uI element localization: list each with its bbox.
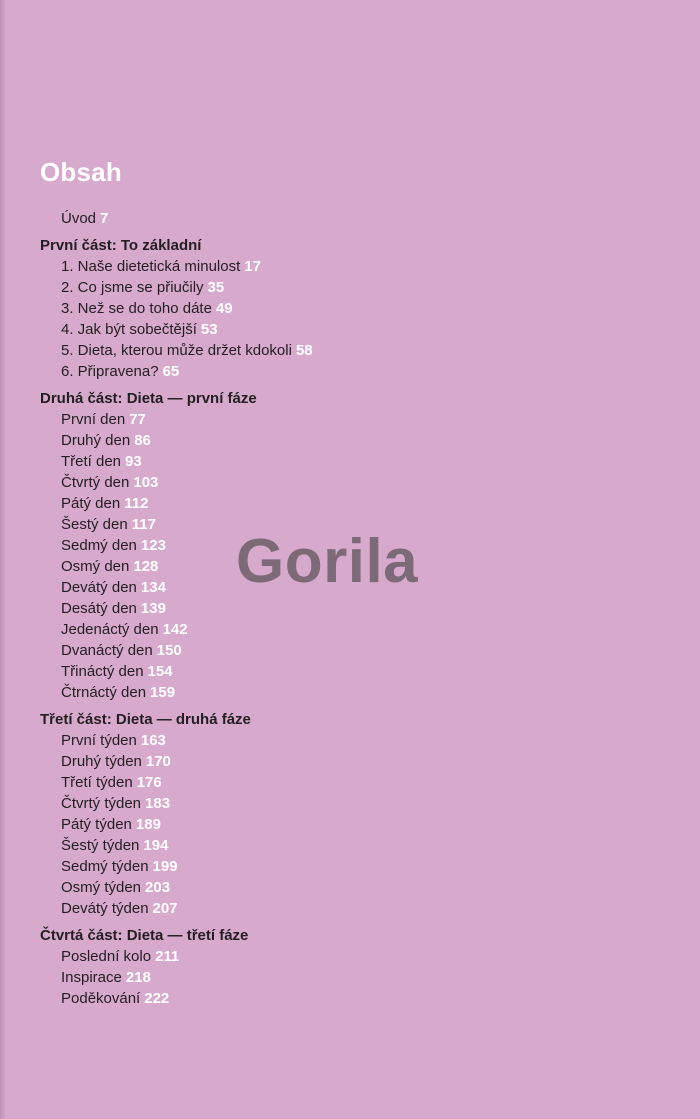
toc-entry (40, 256, 640, 277)
toc-entry (40, 493, 640, 514)
toc-entry (40, 793, 640, 814)
toc-entry-label: Třetí týden (61, 774, 133, 791)
toc-entry-page: 86 (134, 432, 151, 449)
toc-entry-page: 35 (207, 279, 225, 296)
toc-entry-label: Devátý den (61, 579, 137, 596)
toc-part (40, 235, 640, 382)
toc-entry-label: Inspirace (61, 969, 122, 986)
toc-entry (40, 856, 640, 877)
toc-entry (40, 814, 640, 835)
toc-entry-label: Dvanáctý den (61, 642, 153, 659)
toc-entry (40, 298, 640, 319)
toc-entry-label: Šestý týden (61, 837, 140, 854)
page-edge (0, 0, 6, 1119)
toc-entry-page: 211 (155, 948, 180, 965)
toc-entry-label: 3. Než se do toho dáte (61, 300, 212, 317)
toc-entry (40, 946, 640, 967)
toc-entry-page: 163 (140, 732, 166, 749)
toc-entry-page: 65 (162, 363, 180, 380)
toc-entry (40, 772, 640, 793)
toc-entry-label: 5. Dieta, kterou může držet kdokoli (61, 342, 292, 359)
toc-entry-label: Osmý týden (61, 879, 142, 896)
toc-entry-page: 17 (244, 258, 261, 275)
toc-entry-page: 222 (144, 990, 170, 1007)
toc-entry-label: Sedmý den (61, 537, 137, 554)
toc-entry (40, 751, 640, 772)
toc-entry-page: 142 (162, 621, 188, 638)
toc-entry-page: 194 (143, 837, 169, 854)
toc-entry (40, 598, 640, 619)
toc-entry (40, 361, 640, 382)
toc-entry-page: 7 (100, 210, 109, 227)
toc-entry (40, 451, 640, 472)
toc-entry-label: Úvod (61, 210, 97, 227)
toc-part (40, 925, 640, 1009)
toc-entry-page: 134 (140, 579, 166, 596)
toc-entry-label: 2. Co jsme se přiučily (61, 279, 204, 296)
toc-entry-label: Druhý den (61, 432, 131, 449)
toc-entry-label: První den (61, 411, 126, 428)
toc-entry-label: Devátý týden (61, 900, 149, 917)
toc-entry-page: 103 (133, 474, 159, 491)
toc-entry-page: 58 (295, 342, 313, 359)
toc-entry-label: Čtvrtý den (61, 474, 130, 491)
toc-entry (40, 898, 640, 919)
toc-entry-page: 150 (156, 642, 182, 659)
toc-entry-page: 77 (129, 411, 146, 428)
toc-entry-label: Druhý týden (61, 753, 142, 770)
toc-entry-label: Pátý týden (61, 816, 132, 833)
toc-entry-page: 189 (135, 816, 161, 833)
toc-entry (40, 877, 640, 898)
toc-entry-label: Pátý den (61, 495, 121, 512)
toc-entry-label: Poděkování (61, 990, 141, 1007)
toc-entry-page: 199 (152, 858, 178, 875)
toc-entry-label: Jedenáctý den (61, 621, 159, 638)
toc-entry-page: 112 (124, 495, 149, 512)
toc-entry-page: 139 (140, 600, 166, 617)
toc-title: Obsah (40, 157, 122, 187)
toc-entry-intro (40, 208, 640, 229)
toc-entry-label: Třetí den (61, 453, 122, 470)
toc-entry-page: 128 (133, 558, 159, 575)
toc-part-heading: Čtvrtá část: Dieta — třetí fáze (40, 927, 249, 944)
watermark-logo: Gorila (236, 527, 419, 596)
toc-entry-label: Šestý den (61, 516, 128, 533)
toc-part-heading: Druhá část: Dieta — první fáze (40, 390, 257, 407)
toc-parts (40, 235, 640, 1009)
toc-entry (40, 472, 640, 493)
toc-entry-page: 117 (131, 516, 156, 533)
toc-part-heading: Třetí část: Dieta — druhá fáze (40, 711, 251, 728)
toc-entry (40, 730, 640, 751)
toc-entry-label: Sedmý týden (61, 858, 149, 875)
toc-entry-label: 4. Jak být sobečtější (61, 321, 197, 338)
toc-entry (40, 430, 640, 451)
toc-entry-label: 1. Naše dietetická minulost (61, 258, 241, 275)
toc-entry (40, 619, 640, 640)
toc-part-heading: První část: To základní (40, 237, 202, 254)
toc-entry-page: 159 (150, 684, 176, 701)
toc-entry-label: 6. Připravena? (61, 363, 159, 380)
toc-entry (40, 640, 640, 661)
toc-entry-page: 183 (145, 795, 171, 812)
toc-entry (40, 340, 640, 361)
toc-entry (40, 661, 640, 682)
toc-entry (40, 277, 640, 298)
toc-entry (40, 967, 640, 988)
toc-entry-label: Čtvrtý týden (61, 795, 142, 812)
toc-entry-page: 49 (215, 300, 233, 317)
toc-part (40, 709, 640, 919)
toc-entry-page: 170 (145, 753, 171, 770)
toc-entry-page: 93 (125, 453, 142, 470)
toc-entry-page: 218 (125, 969, 151, 986)
toc-entry-label: Osmý den (61, 558, 130, 575)
toc-entry-page: 123 (140, 537, 166, 554)
toc-entry-page: 53 (200, 321, 218, 338)
toc-entry-label: Desátý den (61, 600, 137, 617)
toc-entry (40, 409, 640, 430)
toc-entry-label: Poslední kolo (61, 948, 152, 965)
toc-entry (40, 319, 640, 340)
toc-entry-page: 203 (145, 879, 171, 896)
toc-entry-page: 176 (136, 774, 162, 791)
toc-entry (40, 682, 640, 703)
toc-entry (40, 835, 640, 856)
toc-entry-label: Třináctý den (61, 663, 144, 680)
toc-entry-label: První týden (61, 732, 137, 749)
toc-entry-page: 207 (152, 900, 178, 917)
toc-entry (40, 988, 640, 1009)
toc-entry-label: Čtrnáctý den (61, 684, 147, 701)
toc-entry-page: 154 (147, 663, 173, 680)
